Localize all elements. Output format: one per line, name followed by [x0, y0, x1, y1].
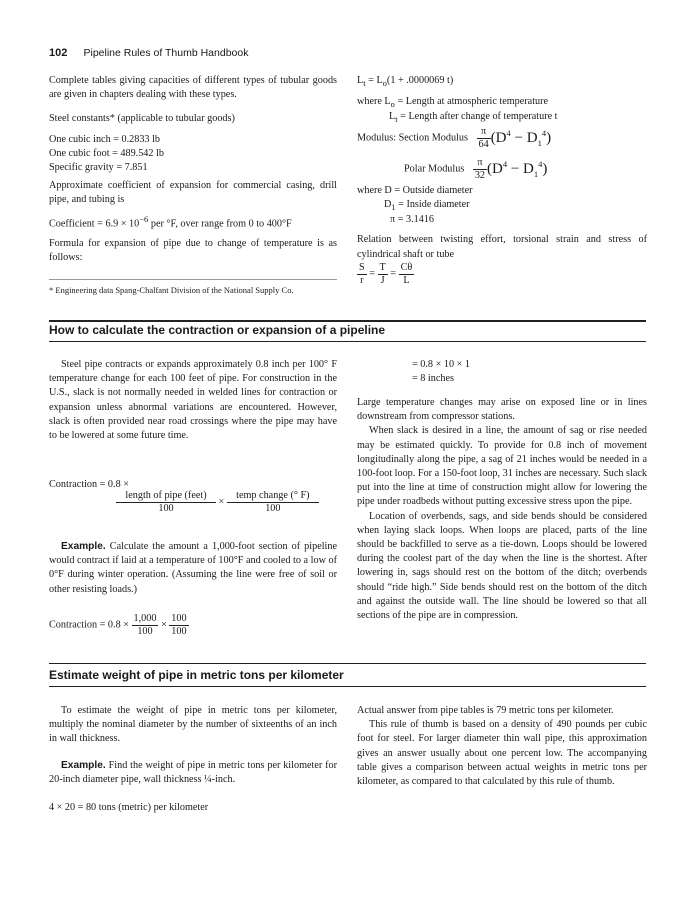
section1-right: [357, 396, 647, 623]
frac2-den: 100: [265, 503, 281, 514]
contraction-calc: Contraction = 0.8 × $\frac{1,000}{100}$ × $\frac{100}{100}$: [49, 613, 187, 637]
section-modulus-fraction: [477, 126, 491, 151]
diameter-definitions: [357, 184, 647, 262]
section-modulus-denominator: 64: [478, 139, 489, 150]
rel-t: T: [379, 262, 386, 273]
temp-fraction: [227, 490, 319, 515]
section1-rule-top: [49, 320, 646, 322]
d-close-2: ): [542, 161, 548, 177]
coef-tail: per °F, over range from 0 to 400°F: [148, 218, 292, 230]
d-open-2: (D: [487, 161, 503, 177]
f4-den: 100: [171, 626, 187, 637]
page-number: 102: [49, 47, 68, 59]
contraction-label: Contraction = 0.8 ×: [49, 479, 129, 490]
s2-example: [49, 759, 337, 787]
lt-eq: = L: [365, 75, 383, 86]
frac1-num: length of pipe (feet): [116, 490, 216, 503]
eq-line2: = 8 inches: [412, 373, 454, 385]
d-mid: − D: [510, 130, 538, 146]
rel-j: J: [380, 275, 385, 286]
coef-intro: Approximate coefficient of expansion for commercial casing, drill pipe, and tubing is: [49, 180, 337, 206]
section1-left: [49, 358, 337, 443]
where-d: where D = Outside diameter: [357, 185, 473, 196]
rel-c: Cθ: [400, 262, 413, 273]
where-lo: [357, 95, 647, 110]
formula-intro: Formula for expansion of pipe due to change of temperature is as follows:: [49, 238, 337, 264]
polar-modulus-fraction: [473, 157, 487, 182]
d-open: (D: [490, 130, 507, 146]
section2-right: [357, 704, 647, 789]
lt-symbol: L: [357, 75, 364, 86]
where-lt-tail: = Length after change of temperature t: [397, 111, 558, 123]
coef-text: Coefficient = 6.9 × 10: [49, 218, 140, 230]
lt-end: (1 + .0000069 t): [386, 75, 454, 86]
calc-result: [412, 358, 470, 386]
running-header: [49, 47, 248, 59]
s2-right-p2: This rule of thumb is based on a density of 490 pounds per cubic foot for steel. For larger diameter thin wall pipe, this approximation gives an answer usually about one percent low. The accompanying table gives a comparison between actual weights in metric tons per kilometer, as compared to that calculated by this rule of thumb.: [357, 719, 647, 788]
s2-right-p1: Actual answer from pipe tables is 79 metric tons per kilometer.: [357, 705, 614, 716]
book-title: Pipeline Rules of Thumb Handbook: [83, 47, 249, 59]
where-lt-text: L: [389, 111, 396, 123]
top-left-column: [49, 74, 337, 266]
rel-l: L: [403, 275, 410, 286]
section1-title: How to calculate the contraction or expansion of a pipeline: [49, 323, 386, 337]
modulus-label: Modulus: Section Modulus: [357, 132, 468, 144]
frac2-num: temp change (° F): [227, 490, 319, 503]
s1-example-paragraph: [49, 540, 337, 597]
rel-s: S: [359, 262, 365, 273]
polar-label: Polar Modulus: [404, 163, 465, 175]
cubic-inch-line: One cubic inch = 0.2833 lb: [49, 133, 160, 145]
relation-text: Relation between twisting effort, torsional strain and stress of cylindrical shaft or tube: [357, 234, 647, 260]
d1-tail: = Inside diameter: [395, 199, 470, 211]
lt-sub: t: [363, 78, 366, 89]
section2-left: [49, 704, 337, 815]
where-lt: [357, 110, 647, 125]
s1-right-p3: Location of overbends, sags, and side bends should be considered when laying slack loops. When loops are placed, parts of the line should be backfilled to serve as a tie-down. Loops should be lowered during the coolest part of the day when the line is the shortest. After lowering in, sags should rest on the bottom of the ditch; overbends should “ride high.” Side bends should rest on the bottom of the ditch and against the outside wall. The line should be lowered so that all sections of the pipe are in compression.: [357, 510, 647, 622]
top-right-column: [357, 74, 647, 125]
where-lo-text: where L: [357, 96, 391, 108]
c-theta-over-l: [399, 262, 415, 287]
contraction2-label: Contraction = 0.8 ×: [49, 619, 129, 631]
f3-num: 1,000: [133, 613, 157, 624]
contraction-fractions: $\frac{\text{length of pipe (feet)}}{100}$ × $\frac{\text{temp change (° F)}}{100}$: [116, 490, 319, 515]
section1-example: [49, 540, 337, 597]
s2-paragraph1: To estimate the weight of pipe in metric tons per kilometer, multiply the nominal diameter by the number of sixteenths of an inch in wall thickness.: [49, 705, 337, 745]
s1-example-text: Calculate the amount a 1,000-foot section of pipeline would contract if laid at a temperature of 100°F and cooled to a low of 0°F during winter operation. (Assuming the line were free of soil or other resisting loads.): [49, 541, 337, 595]
s2-example-text: Find the weight of pipe in metric tons per kilometer for 20-inch diameter pipe, wall thickness ¼-inch.: [49, 759, 337, 785]
d1-symbol: D: [384, 199, 392, 211]
polar-denominator: 32: [474, 170, 486, 181]
f3-den: 100: [137, 626, 153, 637]
frac1-den: 100: [158, 503, 174, 514]
d-expression-2: $(D^4 - D_1^4)$: [487, 159, 548, 179]
intro-paragraph: Complete tables giving capacities of different types of tubular goods are given in chapters dealing with these types.: [49, 75, 337, 101]
where-lo-tail: = Length at atmospheric temperature: [394, 96, 549, 108]
footnote-divider: [49, 279, 337, 280]
lt-sub2: t: [395, 114, 398, 125]
section2-rule-bottom: [49, 686, 646, 687]
s1-paragraph1: Steel pipe contracts or expands approximately 0.8 inch per 100° F temperature change for each 100 feet of pipe. For construction in the U.S., slack is not normally needed in welded lines for contraction or expansion unless abnormal variations are encountered. However, slack is often provided near road crossings where the pipe may have to be lowered at some future time.: [49, 359, 337, 442]
section2-title: Estimate weight of pipe in metric tons per kilometer: [49, 668, 344, 682]
t-over-j: [378, 262, 388, 287]
section-modulus: [357, 126, 551, 151]
calc-frac2: [169, 613, 188, 638]
eq-line1: = 0.8 × 10 × 1: [412, 359, 470, 370]
pi-symbol: π: [477, 126, 491, 139]
specific-gravity-line: Specific gravity = 7.851: [49, 162, 148, 174]
length-fraction: [116, 490, 216, 515]
where-d1: $D_1$ = Inside diameter: [384, 199, 470, 213]
cubic-foot-line: One cubic foot = 489.542 lb: [49, 147, 164, 159]
relation-formula: $\frac{S}{r}$ = $\frac{T}{J}$ = $\frac{C\theta}{L}$: [359, 262, 413, 286]
d-close: ): [546, 130, 552, 146]
lo-sub2: o: [390, 99, 395, 110]
s2-equation: 4 × 20 = 80 tons (metric) per kilometer: [49, 802, 209, 814]
footnote: * Engineering data Spang-Chalfant Division of the National Supply Co.: [49, 285, 294, 295]
pi-value: π = 3.1416: [390, 214, 434, 226]
s1-right-p2: When slack is desired in a line, the amount of sag or rise needed may be estimated quickly. To provide for 0.8 inch of movement longitudinally along the pipe, a sag of 21 inches would be needed in a 100-foot loop. For a 150-foot loop, 31 inches are necessary. Such slack put into the line at time of construction might allow for lowering the pipe under roadbeds without putting excessive stress upon the pipe.: [357, 425, 647, 508]
coefficient-line: [49, 214, 337, 232]
s1-right-p1: Large temperature changes may arise on exposed line or in lines downstream from compressor stations.: [357, 397, 647, 423]
rel-r: r: [360, 275, 364, 286]
length-formula: [357, 74, 647, 89]
calc-frac1: [132, 613, 159, 638]
f4-num: 100: [171, 613, 187, 624]
steel-constants-heading: Steel constants* (applicable to tubular goods): [49, 113, 235, 125]
lo-sub: o: [382, 78, 387, 89]
d-expression: $(D^4 - D_1^4)$: [490, 128, 552, 148]
s1-example-label: Example.: [61, 541, 106, 552]
pi-symbol-2: π: [473, 157, 487, 170]
polar-modulus: [404, 157, 547, 182]
coef-exponent: −6: [139, 213, 149, 224]
section2-rule-top: [49, 663, 646, 664]
s-over-r: [357, 262, 367, 287]
s2-example-label: Example.: [61, 759, 106, 771]
d-mid-2: − D: [507, 161, 534, 177]
section1-rule-bottom: [49, 341, 646, 342]
